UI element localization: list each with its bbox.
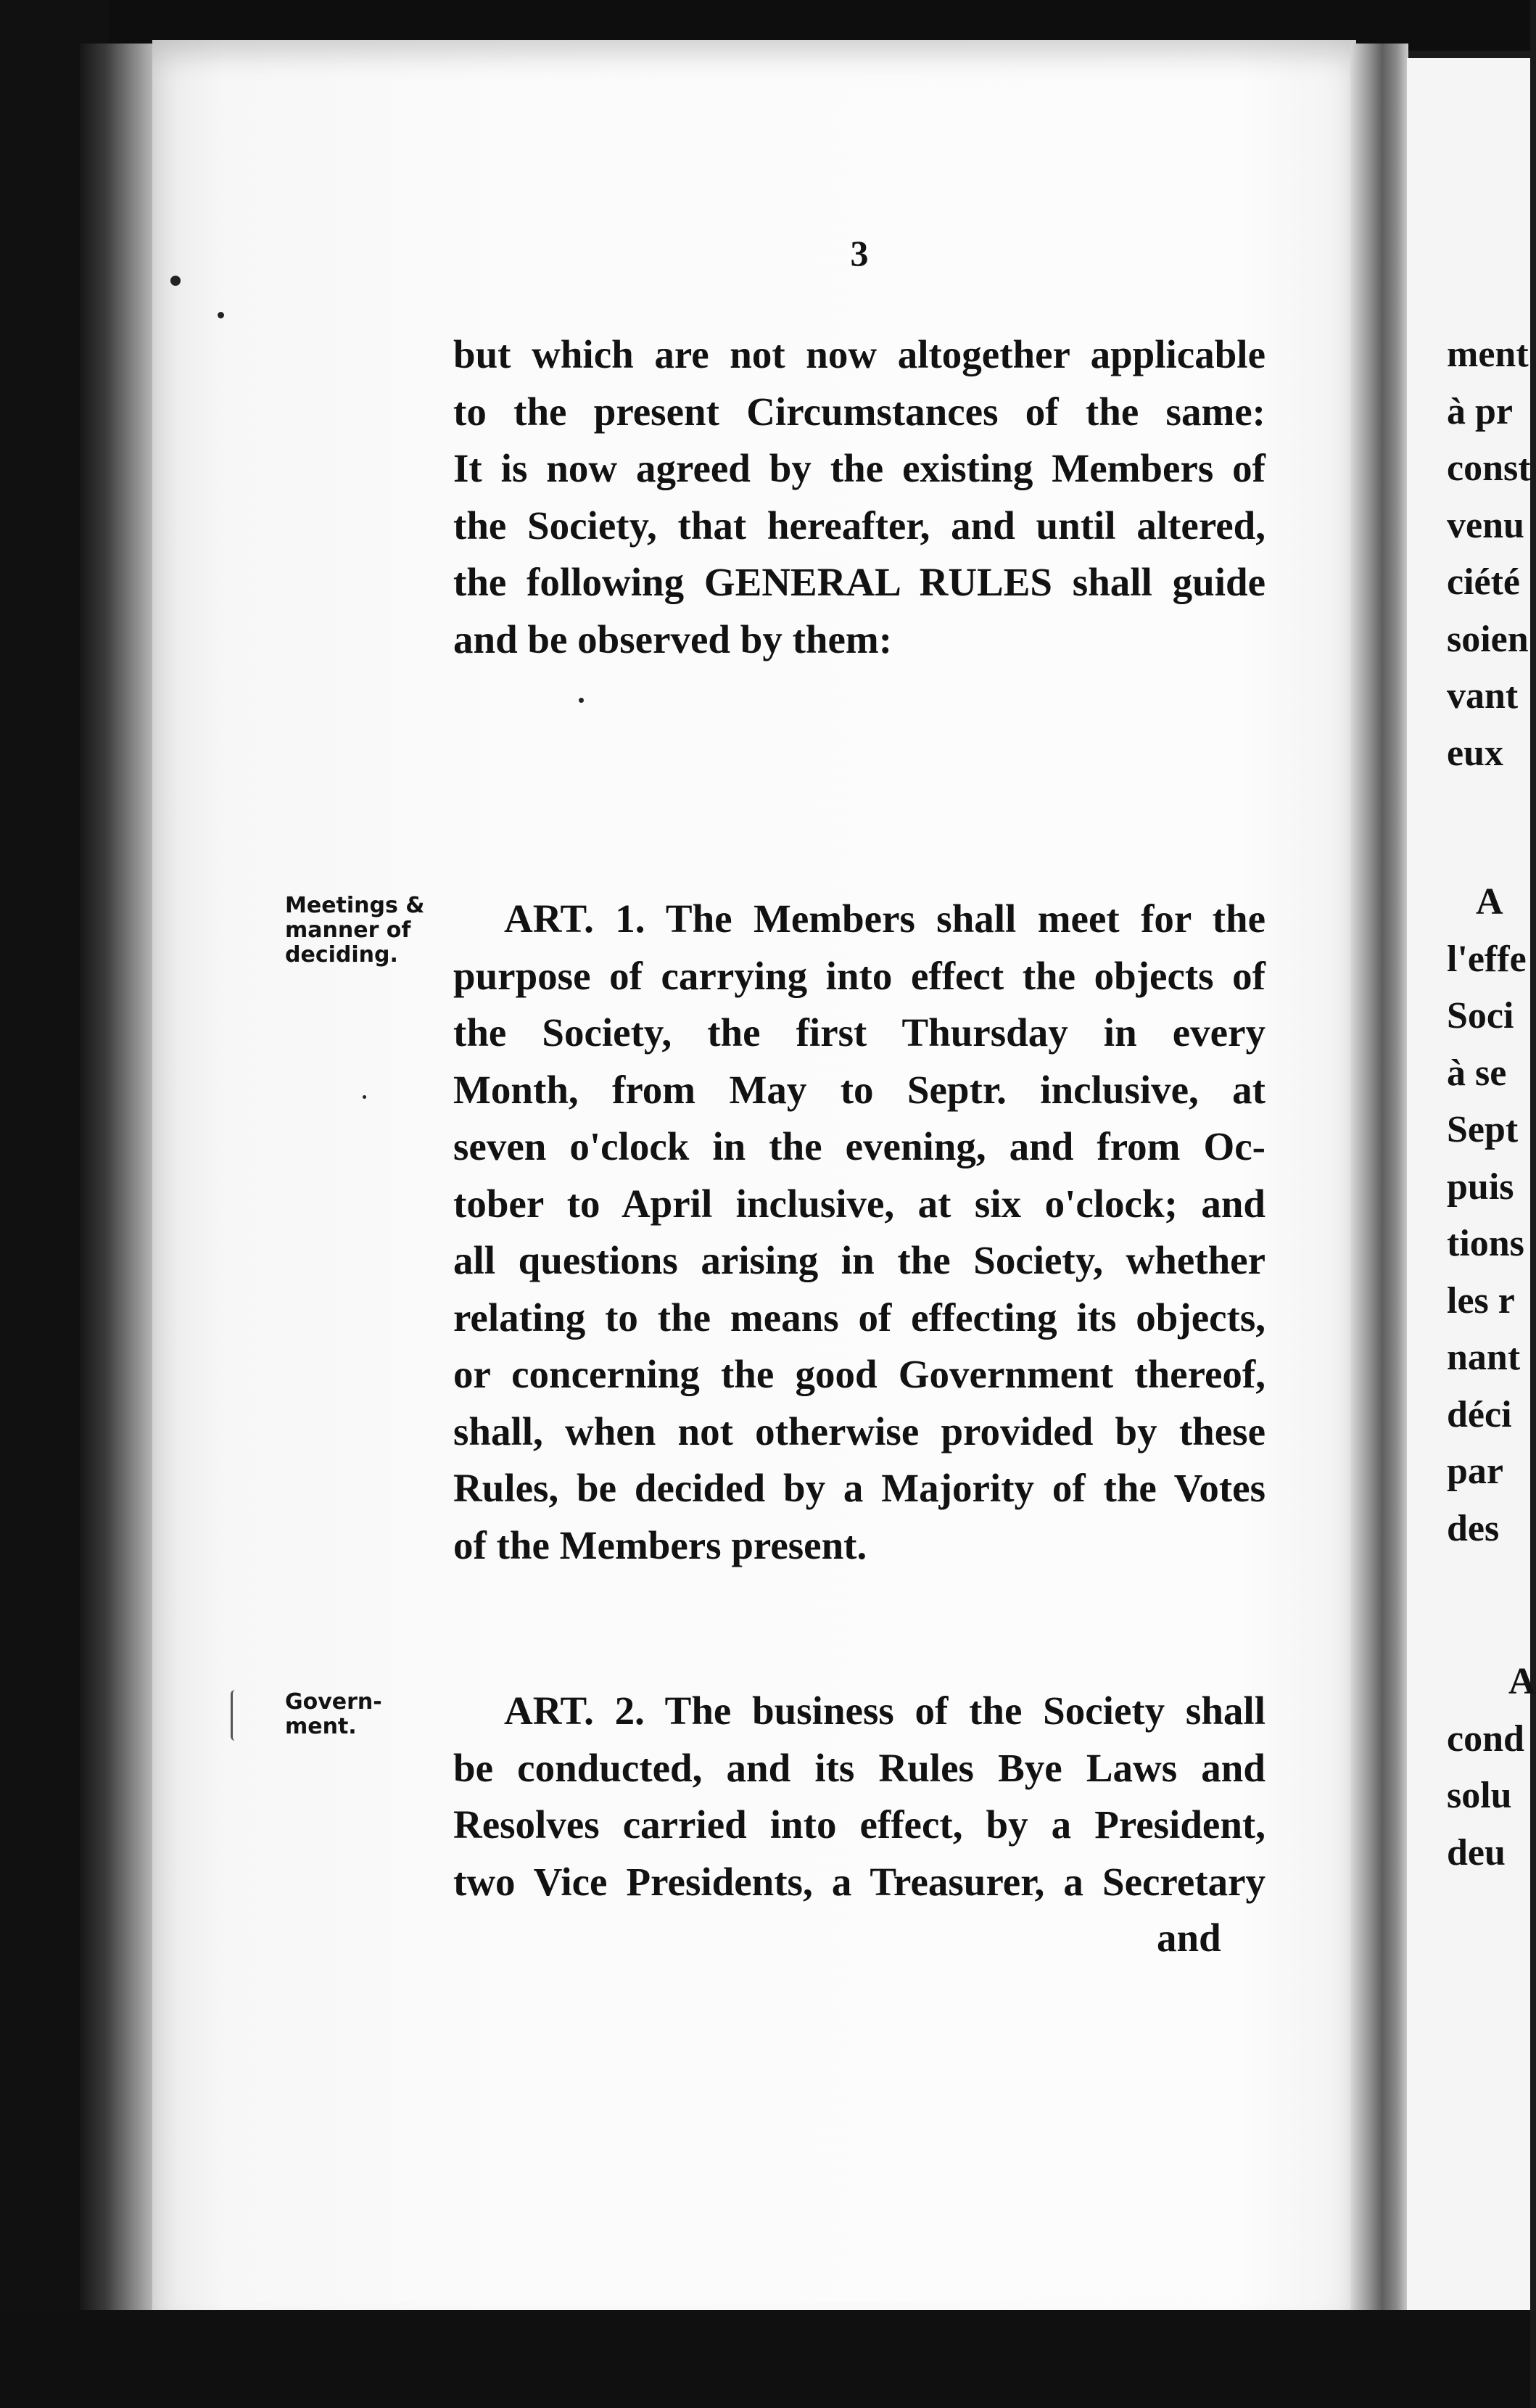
catchword: and xyxy=(1157,1916,1221,1960)
facing-line: les r xyxy=(1447,1279,1515,1321)
text-line: two Vice Presidents, a Treasurer, a Secretary xyxy=(453,1859,1265,1904)
article-1-paragraph xyxy=(453,891,1265,1574)
text-line: ART. 1. The Members shall meet for the xyxy=(504,896,1265,941)
text-line: shall, when not otherwise provided by these xyxy=(453,1409,1265,1454)
text-line: to the present Circumstances of the same: xyxy=(453,389,1265,434)
facing-line: nant xyxy=(1447,1337,1521,1378)
facing-line: à se xyxy=(1447,1052,1507,1094)
facing-line: par xyxy=(1447,1451,1503,1492)
page-number: 3 xyxy=(850,233,869,273)
facing-line: soien xyxy=(1447,618,1529,660)
text-line: ART. 2. The business of the Society shall xyxy=(504,1689,1265,1733)
text-line: tober to April inclusive, at six o'clock; and xyxy=(453,1181,1265,1226)
facing-line: vant xyxy=(1447,675,1519,717)
facing-line: const xyxy=(1447,448,1531,489)
text-line: seven o'clock in the evening, and from Oc- xyxy=(453,1124,1265,1168)
margin-note-meetings xyxy=(285,894,452,968)
scan-frame-bottom xyxy=(0,2310,1530,2408)
facing-line: Soci xyxy=(1447,995,1514,1036)
facing-line: tions xyxy=(1447,1223,1524,1264)
text-line: and be observed by them: xyxy=(453,617,893,661)
text-line: relating to the means of effecting its objects, xyxy=(453,1295,1265,1340)
scan-speck xyxy=(363,1095,366,1099)
text-line: Rules, be decided by a Majority of the Votes xyxy=(453,1466,1265,1510)
facing-line: solu xyxy=(1447,1775,1512,1816)
facing-line: ment xyxy=(1447,334,1529,375)
article-2-paragraph xyxy=(453,1683,1265,1910)
margin-note-line: Meetings & xyxy=(285,893,425,918)
facing-line: des xyxy=(1447,1507,1500,1549)
text-line: the Society, the first Thursday in every xyxy=(453,1010,1265,1055)
scan-speck xyxy=(170,276,181,286)
facing-line: eux xyxy=(1447,732,1503,774)
text-line: It is now agreed by the existing Members of xyxy=(453,446,1265,490)
facing-line: venu xyxy=(1447,504,1524,546)
margin-bracket-mark xyxy=(231,1690,243,1741)
margin-note-line: deciding. xyxy=(285,942,398,968)
facing-line: deu xyxy=(1447,1831,1506,1873)
margin-note-government xyxy=(285,1690,452,1739)
margin-note-line: manner of xyxy=(285,918,411,943)
facing-line: déci xyxy=(1447,1393,1512,1435)
text-line: or concerning the good Government thereof, xyxy=(453,1352,1265,1396)
text-line: be conducted, and its Rules Bye Laws and xyxy=(453,1745,1265,1790)
text-line: the Society, that hereafter, and until altered, xyxy=(453,503,1265,548)
text-line: but which are not now altogether applicable xyxy=(453,332,1265,376)
facing-line: A xyxy=(1508,1661,1536,1702)
margin-note-line: ment. xyxy=(285,1714,357,1739)
facing-page-block-1 xyxy=(1447,326,1531,782)
scan-speck xyxy=(579,698,584,703)
margin-note-line: Govern- xyxy=(285,1689,382,1715)
facing-line: A xyxy=(1476,881,1503,923)
text-line: Month, from May to Septr. inclusive, at xyxy=(453,1067,1265,1112)
facing-line: ciété xyxy=(1447,561,1521,603)
text-line: purpose of carrying into effect the objects of xyxy=(453,953,1265,998)
facing-line: à pr xyxy=(1447,390,1513,432)
facing-page-block-2 xyxy=(1447,874,1527,1557)
text-line: the following GENERAL RULES shall guide xyxy=(453,560,1265,604)
text-line: all questions arising in the Society, whether xyxy=(453,1238,1265,1282)
facing-line: Sept xyxy=(1447,1109,1519,1150)
text-line: Resolves carried into effect, by a President, xyxy=(453,1802,1265,1847)
text-line: of the Members present. xyxy=(453,1522,867,1567)
facing-line: cond xyxy=(1447,1718,1524,1760)
facing-line: puis xyxy=(1447,1166,1514,1208)
intro-paragraph xyxy=(453,326,1265,668)
facing-page-block-3 xyxy=(1447,1654,1536,1881)
book-gutter xyxy=(1350,44,1408,2321)
scan-speck xyxy=(218,312,224,318)
facing-line: l'effe xyxy=(1447,938,1527,980)
